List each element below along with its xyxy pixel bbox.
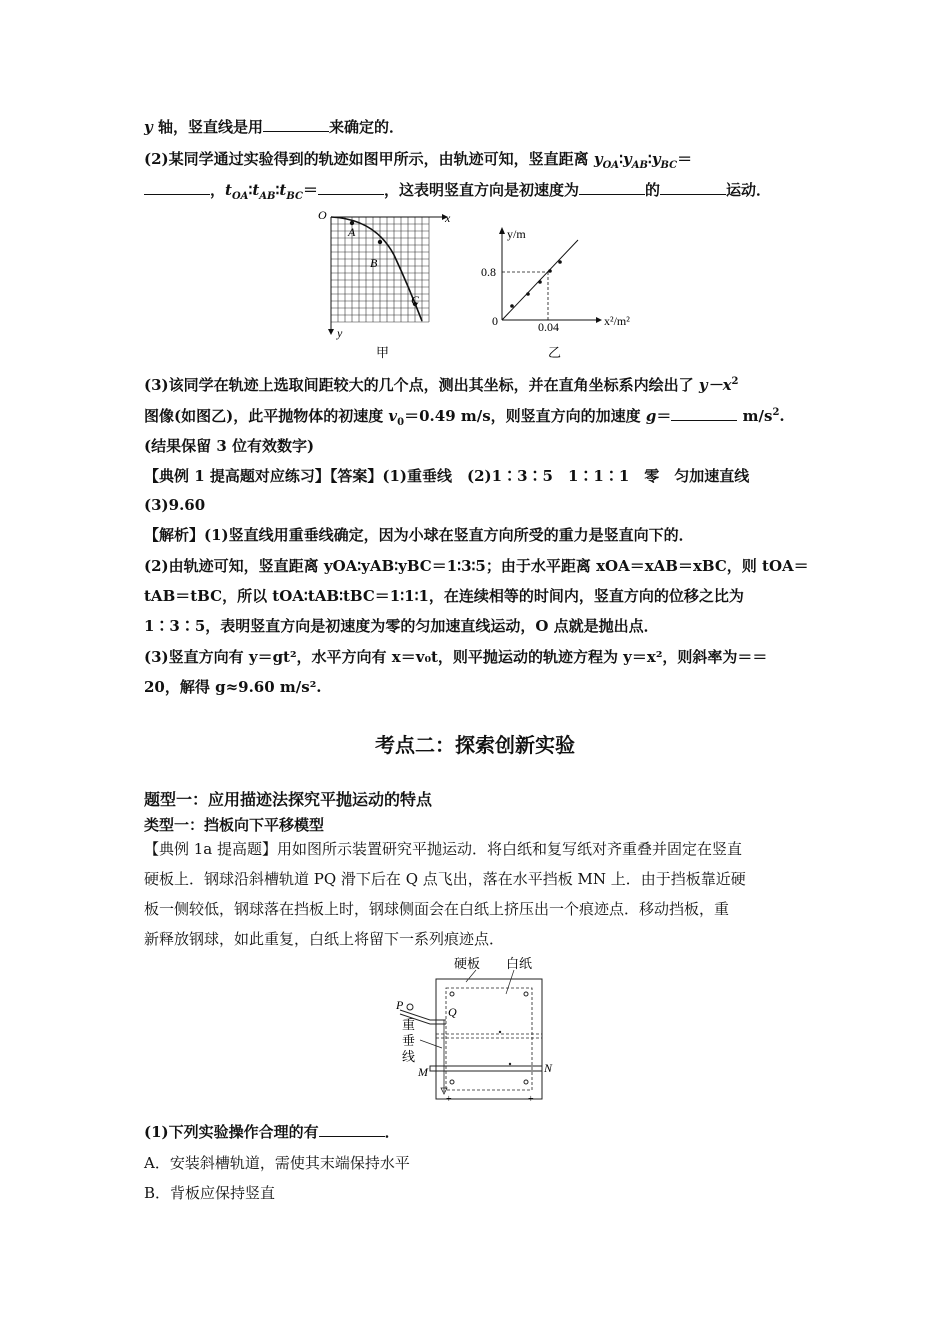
screw-icon <box>450 1080 454 1084</box>
text: 轴，竖直线是用 <box>152 118 263 136</box>
fit-line <box>502 240 578 320</box>
text: 来确定的． <box>328 118 404 136</box>
label-plumb-2: 垂 <box>402 1033 416 1048</box>
answer-blank[interactable] <box>579 180 645 195</box>
y-axis-label: y/m <box>507 227 526 241</box>
var: v <box>388 407 398 425</box>
screw-icon <box>450 992 454 996</box>
figure-jia-trajectory <box>310 205 460 365</box>
var: t <box>225 181 232 199</box>
data-point <box>548 269 552 273</box>
label-q: Q <box>448 1005 457 1019</box>
plus-icon: + <box>446 1094 452 1105</box>
origin-label: 0 <box>492 314 498 328</box>
plus-icon: + <box>528 1094 534 1105</box>
analysis-line6: 20，解得 g≈9.60 m/s². <box>144 678 322 696</box>
question-2-line2 <box>144 180 809 200</box>
text: 图像(如图乙)，此平抛物体的初速度 <box>144 407 389 425</box>
subtype-title: 类型一：挡板向下平移模型 <box>144 816 325 834</box>
sub: OA <box>231 191 249 202</box>
x-axis-label: x²/m² <box>604 314 630 328</box>
eq: ＝ <box>656 407 672 425</box>
example-line3: 板一侧较低，钢球落在挡板上时，钢球侧面会在白纸上挤压出一个痕迹点．移动挡板，重 <box>144 900 730 918</box>
type-title: 题型一：应用描迹法探究平抛运动的特点 <box>144 790 433 809</box>
var: y－x <box>698 376 732 394</box>
sep: ∶ <box>248 181 253 199</box>
eq: ＝ <box>302 181 318 199</box>
y-arrow-icon <box>499 227 505 234</box>
text: ， <box>210 181 226 199</box>
example-line1: 【典例 1a 提高题】用如图所示装置研究平抛运动．将白纸和复写纸对齐重叠并固定在竖直 <box>144 840 743 858</box>
question-3-line2 <box>144 406 809 426</box>
leader-line <box>506 970 514 994</box>
option-a[interactable]: A．安装斜槽轨道，需使其末端保持水平 <box>144 1154 410 1172</box>
text: (1)下列实验操作合理的有 <box>144 1123 319 1141</box>
figure-yi-graph <box>476 224 646 366</box>
text: ，这表明竖直方向是初速度为 <box>383 181 579 199</box>
label-x: x <box>445 211 451 225</box>
analysis-line1: 【解析】(1)竖直线用重垂线确定，因为小球在竖直方向所受的重力是竖直向下的． <box>144 526 694 544</box>
sep: ∶ <box>647 150 652 168</box>
hard-board <box>436 979 542 1099</box>
leader-line <box>466 970 476 982</box>
sup: 2 <box>731 376 739 387</box>
answer-line2: (3)9.60 <box>144 496 206 514</box>
example-line2: 硬板上．钢球沿斜槽轨道 PQ 滑下后在 Q 点飞出，落在水平挡板 MN 上．由于挡板靠近硬 <box>144 870 746 888</box>
answer-blank[interactable] <box>144 180 210 195</box>
analysis-line4: 1∶3∶5，表明竖直方向是初速度为零的匀加速直线运动，O 点就是抛出点． <box>144 617 659 635</box>
label-n: N <box>544 1061 553 1075</box>
text: m/s <box>737 407 773 425</box>
analysis-line3: tAB＝tBC，所以 tOA∶tAB∶tBC＝1∶1∶1，在连续相等的时间内，竖直方向的位移之比为 <box>144 587 744 605</box>
label-b: B <box>370 256 378 270</box>
screw-icon <box>524 1080 528 1084</box>
sub: BC <box>286 191 303 202</box>
var: y <box>651 150 661 168</box>
paragraph-y-axis <box>144 117 809 137</box>
ball-icon <box>407 1004 413 1010</box>
label-y: y <box>337 326 343 340</box>
eq: ＝ <box>677 150 693 168</box>
data-point <box>558 260 562 264</box>
y-arrow-icon <box>328 329 334 335</box>
text: 运动． <box>726 181 772 199</box>
sup: 2 <box>772 407 780 418</box>
data-point <box>538 280 542 284</box>
label-m: M <box>418 1065 428 1079</box>
sep: ∶ <box>275 181 280 199</box>
data-point <box>510 304 514 308</box>
point-b <box>378 240 382 244</box>
caption-jia: 甲 <box>376 345 390 360</box>
option-b[interactable]: B．背板应保持竖直 <box>144 1184 276 1202</box>
x-arrow-icon <box>596 317 602 323</box>
figure-device <box>390 952 570 1112</box>
sub: 0 <box>397 417 405 428</box>
screw-icon <box>524 992 528 996</box>
tick-x: 0.04 <box>538 320 559 334</box>
question-3-line3: (结果保留 3 位有效数字) <box>144 437 315 455</box>
caption-yi: 乙 <box>548 345 562 360</box>
label-o: O <box>318 208 327 222</box>
label-c: C <box>411 293 420 307</box>
analysis-line5: (3)竖直方向有 y＝gt²，水平方向有 x＝v₀t，则平抛运动的轨迹方程为 y＝x²，则斜率为＝＝ <box>144 648 768 666</box>
sub: AB <box>631 160 648 171</box>
label-plumb-1: 重 <box>402 1017 416 1032</box>
label-p: P <box>396 998 404 1012</box>
trace-point <box>509 1063 511 1065</box>
text: (2)某同学通过实验得到的轨迹如图甲所示，由轨迹可知，竖直距离 <box>144 150 594 168</box>
analysis-line2: (2)由轨迹可知，竖直距离 yOA∶yAB∶yBC＝1∶3∶5；由于水平距离 xOA＝xAB＝xBC，则 tOA＝ <box>144 557 809 575</box>
example-line4: 新释放钢球，如此重复，白纸上将留下一系列痕迹点． <box>144 930 505 948</box>
question-2-line1 <box>144 149 809 169</box>
text: . <box>779 407 785 425</box>
section-title: 考点二：探索创新实验 <box>375 733 575 757</box>
var: g <box>645 407 657 425</box>
answer-blank[interactable] <box>660 180 726 195</box>
leader-line <box>420 1040 442 1048</box>
sep: ∶ <box>619 150 623 168</box>
var: t <box>252 181 260 199</box>
baffle-mn <box>430 1066 542 1071</box>
answer-blank[interactable] <box>318 180 384 195</box>
var: t <box>279 181 287 199</box>
var: y <box>593 150 603 168</box>
answer-blank[interactable] <box>319 1122 385 1137</box>
y-var: y <box>144 118 153 136</box>
white-paper <box>446 988 532 1090</box>
answer-line1: 【典例 1 提高题对应练习】【答案】(1)重垂线 (2)1∶3∶5 1∶1∶1 零 匀加速直线 <box>144 467 750 485</box>
answer-blank[interactable] <box>671 406 737 421</box>
question-1-ops <box>144 1122 809 1142</box>
var: y <box>622 150 632 168</box>
text: ． <box>384 1123 400 1141</box>
data-point <box>526 292 530 296</box>
trace-point <box>499 1031 501 1033</box>
answer-blank[interactable] <box>263 117 329 132</box>
label-a: A <box>348 225 356 239</box>
sub: OA <box>602 160 620 171</box>
label-plumb-3: 线 <box>402 1049 416 1064</box>
sub: AB <box>259 191 276 202</box>
tick-y: 0.8 <box>481 265 496 279</box>
text: ＝0.49 m/s，则竖直方向的加速度 <box>404 407 646 425</box>
text: (3)该同学在轨迹上选取间距较大的几个点，测出其坐标，并在直角坐标系内绘出了 <box>144 376 699 394</box>
label-white-paper: 白纸 <box>506 956 533 971</box>
text: 的 <box>644 181 660 199</box>
sub: BC <box>660 160 678 171</box>
label-hard-board: 硬板 <box>454 956 481 971</box>
question-3-line1 <box>144 375 809 395</box>
